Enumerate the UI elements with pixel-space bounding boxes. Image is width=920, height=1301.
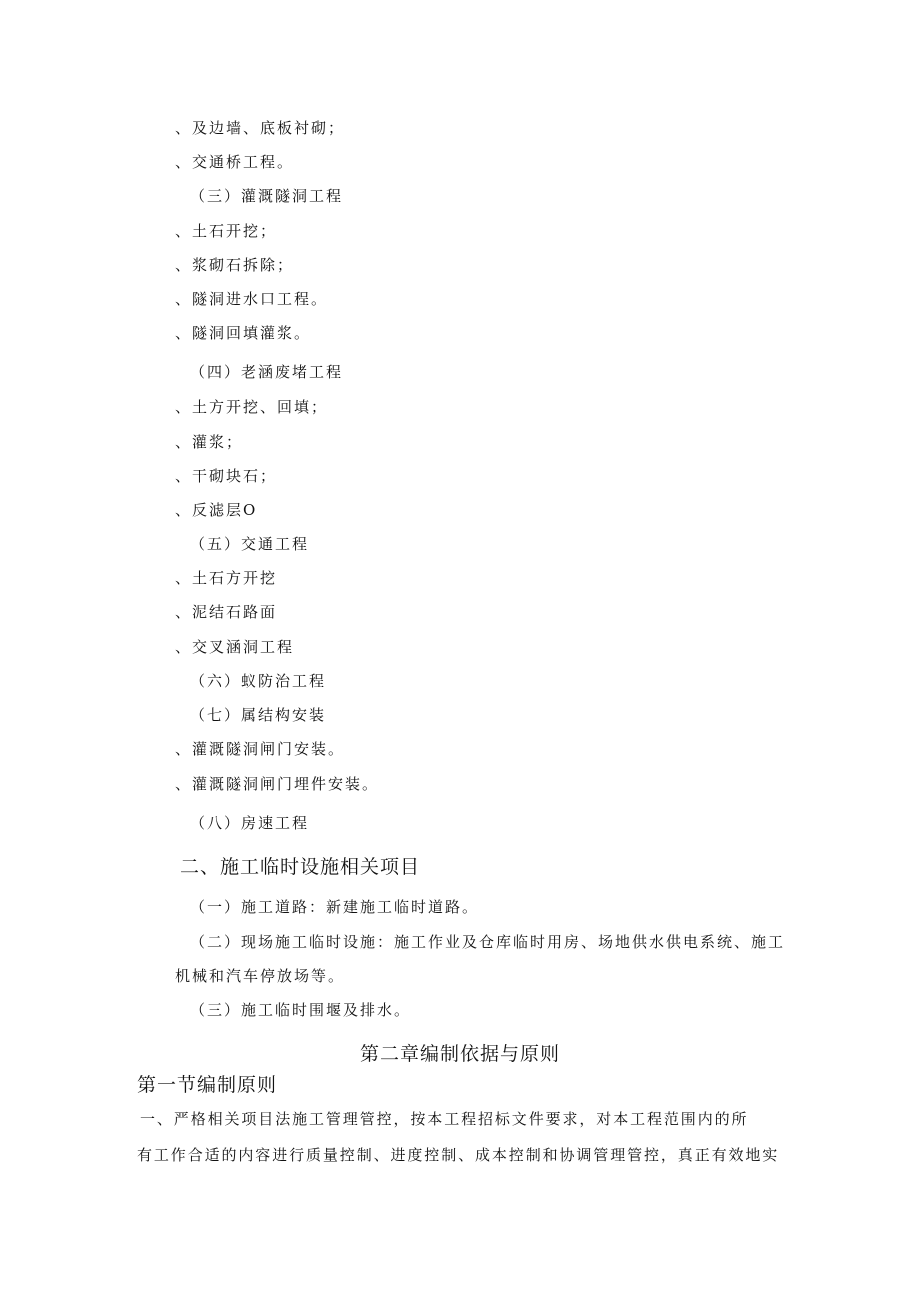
subsection-heading: （五）交通工程 <box>190 535 310 553</box>
list-item: 、干砌块石； <box>175 467 278 485</box>
list-item: 、泥结石路面 <box>175 603 278 621</box>
section-heading: 二、施工临时设施相关项目 <box>180 856 421 878</box>
list-item: 、灌溉隧洞闸门埋件安装。 <box>175 775 380 793</box>
paragraph-line: 一、严格相关项目法施工管理管控，按本工程招标文件要求，对本工程范围内的所 <box>140 1110 749 1128</box>
subsection-heading: （七）属结构安装 <box>190 706 327 724</box>
list-item: 、灌浆； <box>175 433 244 451</box>
list-item: （一）施工道路：新建施工临时道路。 <box>190 898 480 916</box>
list-item: 、土石方开挖 <box>175 569 278 587</box>
list-item: 、交叉涵洞工程 <box>175 638 295 656</box>
list-item: 、反滤层O <box>175 501 258 519</box>
list-item: 、交通桥工程。 <box>175 153 295 171</box>
list-item: 、灌溉隧洞闸门安装。 <box>175 740 346 758</box>
subsection-heading: （八）房速工程 <box>190 814 310 832</box>
list-item: 、土方开挖、回填； <box>175 398 329 416</box>
subsection-heading: （三）灌溉隧洞工程 <box>190 187 344 205</box>
chapter-title: 第二章编制依据与原则 <box>359 1043 560 1065</box>
list-item: 、及边墙、底板衬砌； <box>175 119 346 137</box>
list-item-continuation: 机械和汽车停放场等。 <box>175 967 346 985</box>
subsection-heading: （四）老涵废堵工程 <box>190 363 344 381</box>
paragraph-line: 有工作合适的内容进行质量控制、进度控制、成本控制和协调管理管控，真正有效地实 <box>137 1146 780 1164</box>
list-item: （二）现场施工临时设施：施工作业及仓库临时用房、场地供水供电系统、施工 <box>190 933 786 951</box>
section-title: 第一节编制原则 <box>137 1074 278 1096</box>
list-item: 、土石开挖； <box>175 222 278 240</box>
list-item: 、隧洞进水口工程。 <box>175 290 329 308</box>
list-item: 、浆砌石拆除； <box>175 256 295 274</box>
subsection-heading: （六）蚁防治工程 <box>190 672 327 690</box>
list-item: 、隧洞回填灌浆。 <box>175 324 312 342</box>
list-item: （三）施工临时围堰及排水。 <box>190 1001 412 1019</box>
